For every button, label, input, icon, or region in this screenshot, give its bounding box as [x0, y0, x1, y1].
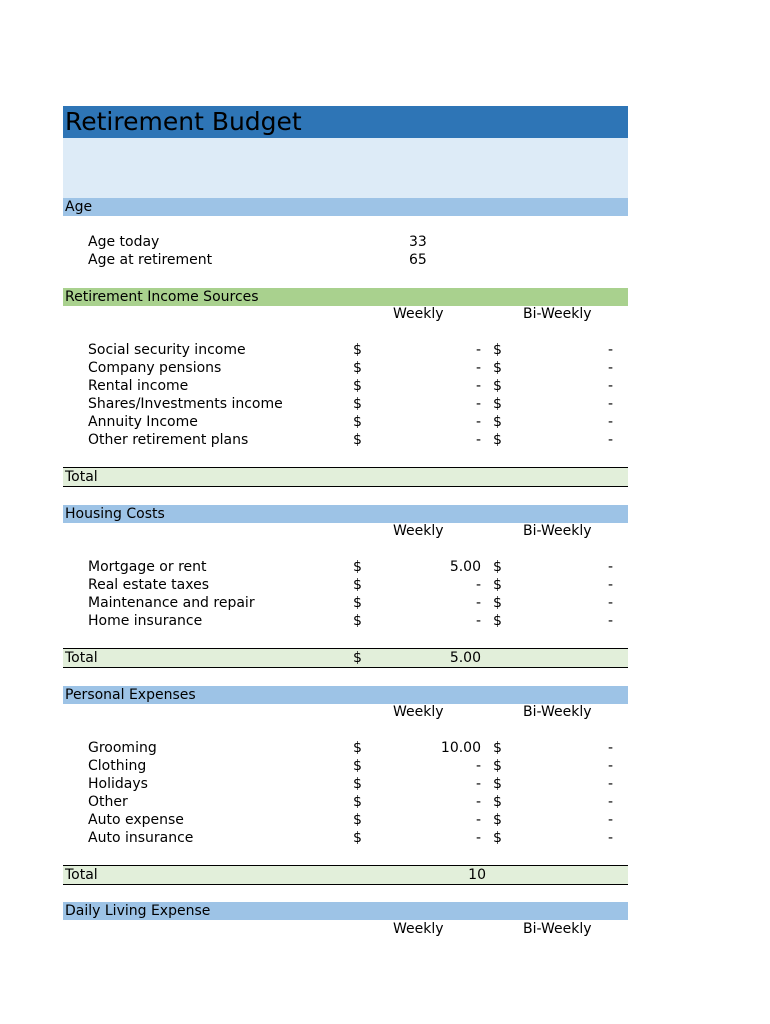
row-label: Shares/Investments income [88, 396, 283, 412]
weekly-value: - [475, 794, 481, 810]
biweekly-value: - [607, 794, 613, 810]
biweekly-value: - [607, 559, 613, 575]
weekly-value: - [475, 812, 481, 828]
row-label: Mortgage or rent [88, 559, 207, 575]
biweekly-currency: $ [493, 396, 502, 412]
table-row [63, 377, 628, 395]
biweekly-currency: $ [493, 432, 502, 448]
table-row [63, 431, 628, 449]
weekly-value: - [475, 432, 481, 448]
age-row [63, 233, 628, 251]
table-row [63, 395, 628, 413]
weekly-currency: $ [353, 776, 362, 792]
row-label: Annuity Income [88, 414, 198, 430]
biweekly-currency: $ [493, 794, 502, 810]
biweekly-currency: $ [493, 378, 502, 394]
weekly-currency: $ [353, 559, 362, 575]
table-row [63, 757, 628, 775]
col-weekly: Weekly [393, 921, 444, 937]
page-title: Retirement Budget [65, 107, 302, 136]
weekly-currency: $ [353, 595, 362, 611]
age-header: Age [63, 198, 628, 216]
col-weekly: Weekly [393, 704, 444, 720]
col-weekly: Weekly [393, 523, 444, 539]
row-label: Clothing [88, 758, 147, 774]
biweekly-value: - [607, 432, 613, 448]
total-dollar: $ [353, 650, 362, 666]
biweekly-value: - [607, 577, 613, 593]
row-label: Company pensions [88, 360, 222, 376]
biweekly-value: - [607, 758, 613, 774]
biweekly-currency: $ [493, 559, 502, 575]
weekly-currency: $ [353, 758, 362, 774]
age-label: Age at retirement [88, 252, 213, 268]
biweekly-currency: $ [493, 595, 502, 611]
biweekly-currency: $ [493, 360, 502, 376]
biweekly-currency: $ [493, 342, 502, 358]
age-row [63, 251, 628, 269]
personal-total-row [63, 865, 628, 885]
col-biweekly: Bi-Weekly [523, 704, 592, 720]
row-label: Real estate taxes [88, 577, 209, 593]
biweekly-currency: $ [493, 414, 502, 430]
row-label: Auto insurance [88, 830, 194, 846]
title-subband [63, 138, 628, 198]
weekly-currency: $ [353, 740, 362, 756]
table-row [63, 341, 628, 359]
table-row [63, 413, 628, 431]
table-row [63, 576, 628, 594]
col-weekly: Weekly [393, 306, 444, 322]
row-label: Holidays [88, 776, 148, 792]
weekly-currency: $ [353, 432, 362, 448]
age-value: 33 [409, 234, 427, 250]
budget-sheet [63, 0, 628, 1024]
table-row [63, 811, 628, 829]
weekly-currency: $ [353, 613, 362, 629]
table-row [63, 558, 628, 576]
table-row [63, 793, 628, 811]
biweekly-value: - [607, 342, 613, 358]
biweekly-currency: $ [493, 577, 502, 593]
biweekly-currency: $ [493, 613, 502, 629]
daily-header: Daily Living Expense [63, 902, 628, 920]
row-label: Maintenance and repair [88, 595, 255, 611]
row-label: Social security income [88, 342, 246, 358]
weekly-currency: $ [353, 360, 362, 376]
biweekly-value: - [607, 613, 613, 629]
total-label: Total [65, 469, 98, 485]
table-row [63, 829, 628, 847]
biweekly-value: - [607, 830, 613, 846]
weekly-value: - [475, 577, 481, 593]
table-row [63, 359, 628, 377]
weekly-value: - [475, 414, 481, 430]
biweekly-currency: $ [493, 740, 502, 756]
weekly-value: - [475, 360, 481, 376]
biweekly-currency: $ [493, 758, 502, 774]
biweekly-value: - [607, 740, 613, 756]
weekly-currency: $ [353, 577, 362, 593]
biweekly-value: - [607, 595, 613, 611]
weekly-currency: $ [353, 812, 362, 828]
col-biweekly: Bi-Weekly [523, 921, 592, 937]
total-value: 5.00 [449, 650, 481, 666]
biweekly-value: - [607, 360, 613, 376]
weekly-value: - [475, 595, 481, 611]
table-row [63, 739, 628, 757]
biweekly-value: - [607, 396, 613, 412]
col-biweekly: Bi-Weekly [523, 306, 592, 322]
weekly-value: - [475, 613, 481, 629]
weekly-currency: $ [353, 378, 362, 394]
income-total-row [63, 467, 628, 487]
biweekly-currency: $ [493, 776, 502, 792]
weekly-value: - [475, 396, 481, 412]
age-value: 65 [409, 252, 427, 268]
row-label: Other [88, 794, 128, 810]
total-value: 10 [468, 867, 486, 883]
weekly-currency: $ [353, 342, 362, 358]
weekly-value: - [475, 758, 481, 774]
weekly-currency: $ [353, 794, 362, 810]
weekly-value: - [475, 378, 481, 394]
personal-header: Personal Expenses [63, 686, 628, 704]
weekly-value: - [475, 830, 481, 846]
age-label: Age today [88, 234, 160, 250]
table-row [63, 612, 628, 630]
housing-total-row [63, 648, 628, 668]
weekly-value: - [475, 342, 481, 358]
total-label: Total [65, 650, 98, 666]
row-label: Home insurance [88, 613, 203, 629]
biweekly-currency: $ [493, 830, 502, 846]
table-row [63, 594, 628, 612]
biweekly-value: - [607, 378, 613, 394]
row-label: Grooming [88, 740, 157, 756]
weekly-value: - [475, 776, 481, 792]
weekly-value: 5.00 [449, 559, 481, 575]
biweekly-currency: $ [493, 812, 502, 828]
income-header: Retirement Income Sources [63, 288, 628, 306]
row-label: Other retirement plans [88, 432, 249, 448]
col-biweekly: Bi-Weekly [523, 523, 592, 539]
weekly-currency: $ [353, 830, 362, 846]
weekly-currency: $ [353, 396, 362, 412]
housing-header: Housing Costs [63, 505, 628, 523]
weekly-currency: $ [353, 414, 362, 430]
weekly-value: 10.00 [440, 740, 481, 756]
biweekly-value: - [607, 812, 613, 828]
total-label: Total [65, 867, 98, 883]
biweekly-value: - [607, 414, 613, 430]
biweekly-value: - [607, 776, 613, 792]
table-row [63, 775, 628, 793]
row-label: Auto expense [88, 812, 184, 828]
row-label: Rental income [88, 378, 189, 394]
